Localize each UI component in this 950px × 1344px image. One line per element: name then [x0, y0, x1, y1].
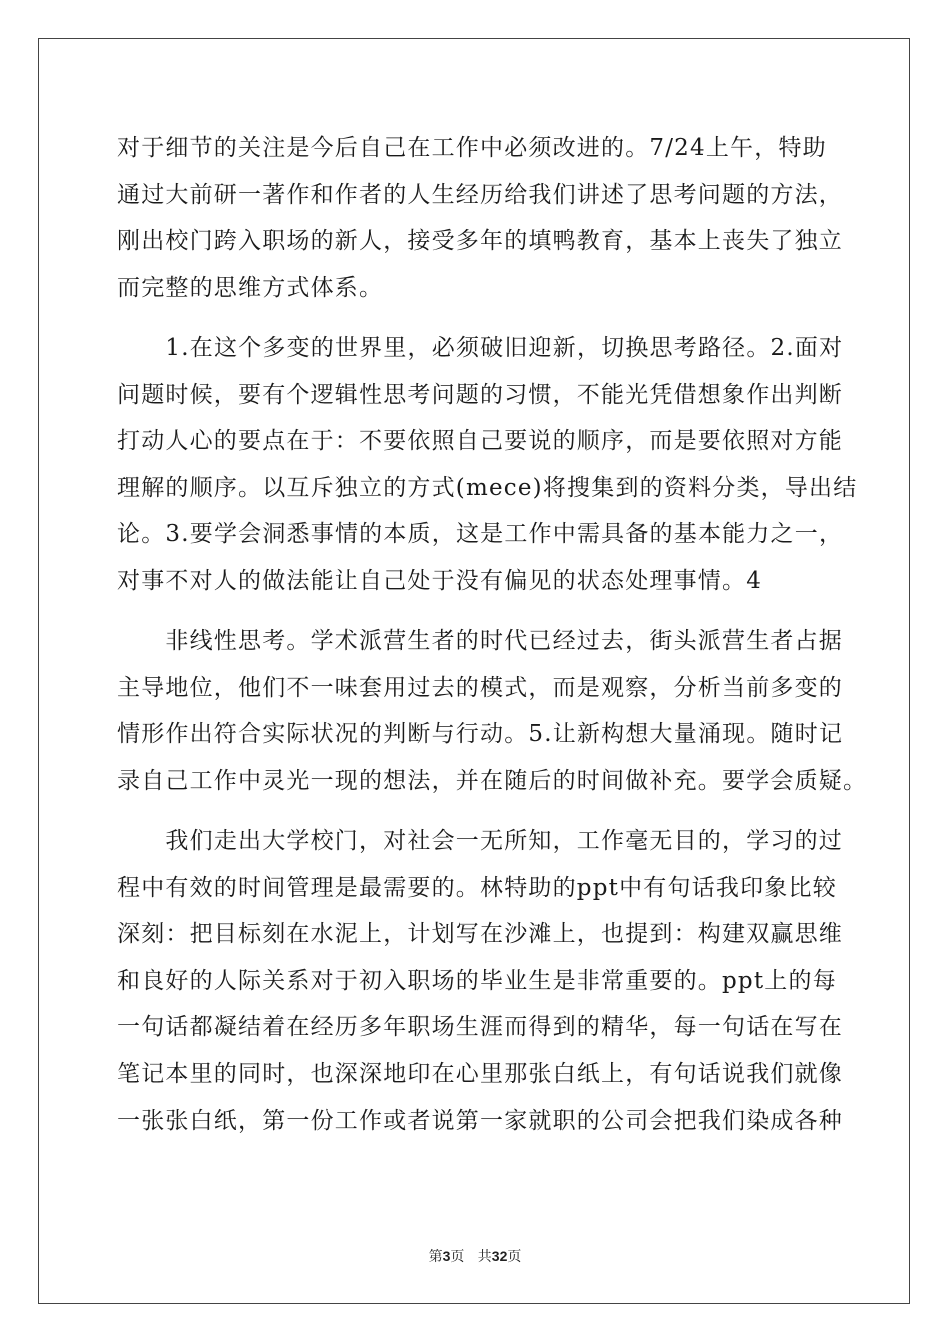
total-pages: 32	[491, 1248, 508, 1264]
text-line: 1.在这个多变的世界里，必须破旧迎新，切换思考路径。2.面对	[117, 335, 844, 361]
text-line: 深刻：把目标刻在水泥上，计划写在沙滩上，也提到：构建双赢思维	[117, 921, 843, 948]
total-suffix: 页	[507, 1249, 522, 1265]
text-line: 刚出校门跨入职场的新人，接受多年的填鸭教育，基本上丧失了独立	[117, 228, 843, 255]
text-line: 理解的顺序。以互斥独立的方式(mece)将搜集到的资料分类，导出结	[117, 474, 858, 501]
text-line: 对事不对人的做法能让自己处于没有偏见的状态处理事情。4	[117, 568, 763, 594]
page-prefix: 第	[428, 1249, 443, 1265]
text-line: 一张张白纸，第一份工作或者说第一家就职的公司会把我们染成各种	[117, 1107, 843, 1134]
text-line: 一句话都凝结着在经历多年职场生涯而得到的精华，每一句话在写在	[117, 1014, 843, 1041]
text-line: 主导地位，他们不一味套用过去的模式，而是观察，分析当前多变的	[117, 674, 843, 701]
text-line: 录自己工作中灵光一现的想法，并在随后的时间做补充。要学会质疑。	[117, 767, 868, 794]
text-line: 而完整的思维方式体系。	[117, 274, 384, 301]
text-line: 非线性思考。学术派营生者的时代已经过去，街头派营生者占据	[117, 628, 843, 654]
text-line: 我们走出大学校门，对社会一无所知，工作毫无目的，学习的过	[117, 828, 843, 854]
total-prefix: 共	[477, 1249, 492, 1265]
text-line: 笔记本里的同时，也深深地印在心里那张白纸上，有句话说我们就像	[117, 1061, 843, 1087]
text-line: 打动人心的要点在于：不要依照自己要说的顺序，而是要依照对方能	[117, 428, 843, 455]
text-line: 通过大前研一著作和作者的人生经历给我们讲述了思考问题的方法，	[117, 181, 843, 208]
text-line: 论。3.要学会洞悉事情的本质，这是工作中需具备的基本能力之一，	[117, 521, 844, 548]
text-line: 问题时候，要有个逻辑性思考问题的习惯，不能光凭借想象作出判断	[117, 381, 843, 408]
text-line: 对于细节的关注是今后自己在工作中必须改进的。7/24上午，特助	[117, 135, 827, 161]
page-footer	[0, 1246, 950, 1266]
page-number: 3	[442, 1248, 451, 1264]
text-line: 和良好的人际关系对于初入职场的毕业生是非常重要的。ppt上的每	[117, 967, 837, 994]
text-line: 情形作出符合实际状况的判断与行动。5.让新构想大量涌现。随时记	[117, 721, 844, 748]
text-line: 程中有效的时间管理是最需要的。林特助的ppt中有句话我印象比较	[117, 874, 837, 901]
page-suffix: 页	[450, 1249, 465, 1265]
